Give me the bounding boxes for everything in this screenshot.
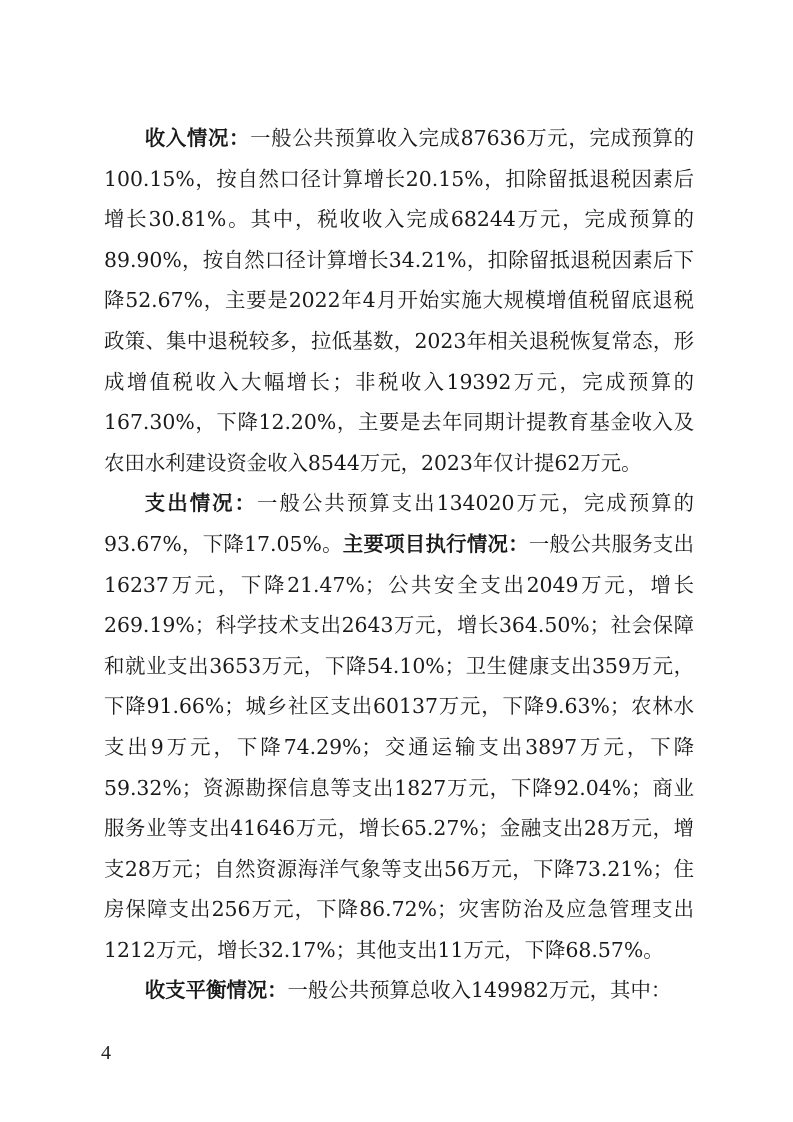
text-balance: 一般公共预算总收入149982万元，其中： <box>287 978 672 1003</box>
paragraph-revenue <box>104 118 694 483</box>
text-major-items: 一般公共服务支出16237万元，下降21.47%；公共安全支出2049万元，增长269.19%；科学技术支出2643万元，增长364.50%；社会保障和就业支出3653万元，下降54.10%；卫生健康支出359万元，下降91.66%；城乡社区支出60137万元，下降9.63%；农林水支出9万元，下降74.29%；交通运输支出3897万元，下降59.32%；资源勘探信息等支出1827万元，下降92.04%；商业服务业等支出41646万元，增长65.27%；金融支出28万元，增支28万元；自然资源海洋气象等支出56万元，下降73.21%；住房保障支出256万元，下降86.72%；灾害防治及应急管理支出1212万元，增长32.17%；其他支出11万元，下降68.57%。 <box>104 531 695 962</box>
text-expenditure: 一般公共预算支出134020万元，完成预算的93.67%，下降17.05%。 <box>104 491 694 556</box>
heading-balance: 收支平衡情况： <box>144 978 288 1003</box>
document-body <box>104 118 694 1011</box>
text-revenue: 一般公共预算收入完成87636万元，完成预算的100.15%，按自然口径计算增长20.15%，扣除留抵退税因素后增长30.81%。其中，税收收入完成68244万元，完成预算的89.90%，按自然口径计算增长34.21%，扣除留抵退税因素后下降52.67%，主要是2022年4月开始实施大规模增值税留底退税政策、集中退税较多，拉低基数，2023年相关退税恢复常态，形成增值税收入大幅增长；非税收入19392万元，完成预算的167.30%，下降12.20%，主要是去年同期计提教育基金收入及农田水利建设资金收入8544万元，2023年仅计提62万元。 <box>104 126 694 475</box>
paragraph-expenditure <box>104 483 694 970</box>
page-number: 4 <box>101 1042 111 1064</box>
heading-revenue: 收入情况： <box>144 126 251 150</box>
heading-major-items: 主要项目执行情况： <box>342 531 529 556</box>
heading-expenditure: 支出情况： <box>144 491 258 516</box>
paragraph-balance <box>104 970 694 1011</box>
